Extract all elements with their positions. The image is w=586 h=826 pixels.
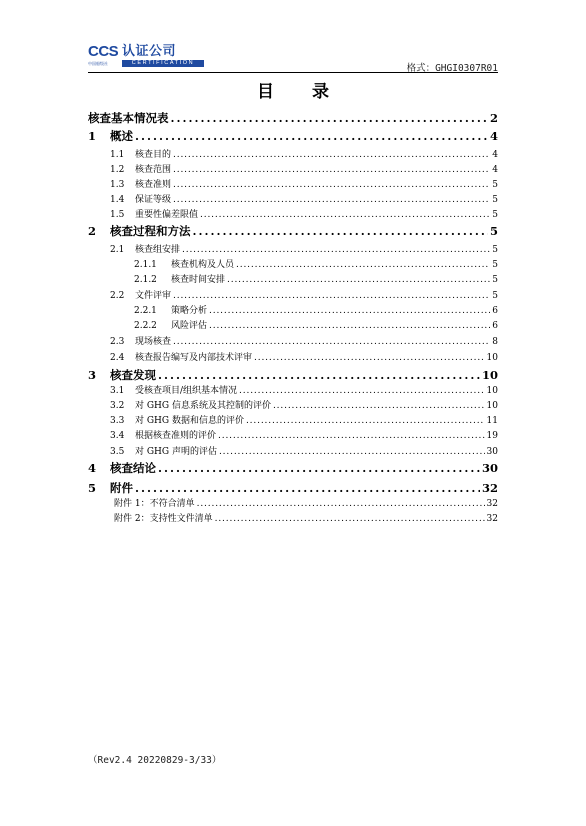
toc-entry[interactable]	[110, 428, 498, 441]
toc-leader-dots	[197, 499, 485, 509]
toc-leader-dots	[209, 321, 490, 331]
toc-entry-number: 1	[88, 129, 97, 143]
toc-entry-number: 1.4	[110, 195, 125, 205]
toc-entry[interactable]	[110, 350, 498, 363]
toc-entry-page: 5	[492, 260, 498, 270]
toc-entry-title: 保证等级	[135, 195, 172, 205]
toc-entry[interactable]	[114, 511, 498, 524]
toc-entry-number: 2	[88, 224, 97, 238]
toc-entry-title: 重要性偏差限值	[135, 210, 199, 220]
toc-entry-title: 核查基本情况表	[88, 111, 169, 125]
toc-entry-page: 5	[492, 291, 498, 301]
toc-entry-title: 受核查项目/组织基本情况	[135, 386, 238, 396]
toc-entry-number: 2.1.1	[134, 260, 157, 270]
toc-entry-number: 1.1	[110, 150, 125, 160]
toc-leader-dots	[239, 386, 485, 396]
toc-entry-page: 8	[492, 337, 498, 347]
toc-entry[interactable]	[110, 192, 498, 205]
toc-entry-title: 对 GHG 信息系统及其控制的评价	[135, 401, 271, 411]
toc-entry-title: 核查准则	[135, 180, 172, 190]
toc-entry-page: 10	[486, 353, 498, 363]
toc-entry-title: 核查范围	[135, 165, 172, 175]
toc-entry-title: 策略分析	[171, 306, 208, 316]
toc-leader-dots	[200, 210, 490, 220]
toc-entry[interactable]	[88, 110, 498, 126]
toc-entry-number: 2.2	[110, 291, 125, 301]
toc-entry-page: 5	[492, 195, 498, 205]
toc-entry-title: 核查过程和方法	[110, 224, 191, 238]
toc-leader-dots	[273, 401, 485, 411]
toc-entry-page: 5	[492, 245, 498, 255]
toc-leader-dots	[173, 180, 490, 190]
toc-entry[interactable]	[110, 413, 498, 426]
toc-entry[interactable]	[110, 207, 498, 220]
toc-entry-number: 3	[88, 368, 97, 382]
toc-entry[interactable]	[134, 272, 498, 285]
toc-leader-dots	[158, 461, 480, 475]
toc-entry-page: 5	[489, 224, 498, 238]
toc-entry-page: 5	[492, 210, 498, 220]
toc-leader-dots	[219, 447, 485, 457]
toc-entry-title: 核查机构及人员	[171, 260, 235, 270]
toc-entry-title: 核查目的	[135, 150, 172, 160]
toc-leader-dots	[135, 129, 488, 143]
toc-leader-dots	[173, 165, 490, 175]
toc-leader-dots	[246, 416, 485, 426]
toc-entry-page: 32	[486, 514, 498, 524]
toc-entry-page: 6	[492, 306, 498, 316]
toc-entry[interactable]	[110, 383, 498, 396]
toc-entry-page: 5	[492, 275, 498, 285]
toc-leader-dots	[218, 431, 485, 441]
toc-entry-title: 现场核查	[135, 337, 172, 347]
toc-leader-dots	[173, 291, 490, 301]
toc-entry[interactable]	[134, 318, 498, 331]
footer-revision: （Rev2.4 20220829-3/33）	[88, 755, 222, 766]
toc-entry[interactable]	[110, 162, 498, 175]
toc-entry-title: 附件 2：支持性文件清单	[114, 514, 213, 524]
toc-leader-dots	[236, 260, 490, 270]
toc-entry-title: 风险评估	[171, 321, 208, 331]
toc-entry-page: 5	[492, 180, 498, 190]
toc-entry-page: 4	[492, 150, 498, 160]
page-title: 目 录	[257, 82, 345, 102]
toc-entry-page: 30	[486, 447, 498, 457]
toc-entry-number: 3.3	[110, 416, 125, 426]
toc-entry-number: 4	[88, 461, 97, 475]
toc-entry-page: 10	[486, 386, 498, 396]
toc-entry[interactable]	[110, 444, 498, 457]
toc-entry-title: 根据核查准则的评价	[135, 431, 217, 441]
toc-leader-dots	[254, 353, 485, 363]
toc-entry-title: 附件	[110, 481, 133, 495]
toc-entry-page: 32	[486, 499, 498, 509]
toc-entry-page: 4	[492, 165, 498, 175]
toc-entry-number: 3.1	[110, 386, 125, 396]
toc-entry-number: 1.3	[110, 180, 125, 190]
toc-entry-page: 11	[486, 416, 498, 426]
toc-leader-dots	[227, 275, 490, 285]
toc-entry[interactable]	[88, 223, 498, 239]
toc-entry-title: 对 GHG 数据和信息的评价	[135, 416, 244, 426]
toc-leader-dots	[215, 514, 485, 524]
toc-entry[interactable]	[88, 367, 498, 383]
logo-chinese-name: 认证公司	[122, 44, 177, 59]
logo-small-text: 中国船级社	[88, 61, 108, 66]
toc-entry-title: 对 GHG 声明的评估	[135, 447, 217, 457]
toc-entry[interactable]	[110, 242, 498, 255]
toc-entry-number: 1.5	[110, 210, 125, 220]
toc-entry-page: 4	[489, 129, 498, 143]
toc-leader-dots	[173, 337, 490, 347]
toc-entry-number: 2.2.1	[134, 306, 157, 316]
toc-entry-title: 附件 1：不符合清单	[114, 499, 195, 509]
toc-entry-number: 3.5	[110, 447, 125, 457]
toc-leader-dots	[158, 368, 480, 382]
toc-leader-dots	[209, 306, 490, 316]
toc-entry-number: 1.2	[110, 165, 125, 175]
toc-entry-page: 6	[492, 321, 498, 331]
toc-entry-page: 30	[481, 461, 498, 475]
toc-entry[interactable]	[88, 128, 498, 144]
toc-entry-title: 核查发现	[110, 368, 156, 382]
toc-entry-title: 核查组安排	[135, 245, 181, 255]
toc-entry-title: 核查结论	[110, 461, 156, 475]
toc-entry[interactable]	[110, 334, 498, 347]
toc-entry-number: 2.4	[110, 353, 125, 363]
toc-entry-page: 10	[481, 368, 498, 382]
toc-entry-page: 10	[486, 401, 498, 411]
format-code: 格式：GHGI0307R01	[406, 63, 498, 74]
toc-entry[interactable]	[114, 496, 498, 509]
toc-entry[interactable]	[110, 147, 498, 160]
toc-entry-number: 2.2.2	[134, 321, 157, 331]
toc-entry[interactable]	[88, 480, 498, 496]
toc-leader-dots	[182, 245, 490, 255]
toc-entry[interactable]	[134, 257, 498, 270]
toc-leader-dots	[173, 150, 490, 160]
toc-entry-number: 3.2	[110, 401, 125, 411]
toc-leader-dots	[173, 195, 490, 205]
toc-entry-title: 核查时间安排	[171, 275, 226, 285]
toc-entry-title: 核查报告编写及内部技术评审	[135, 353, 253, 363]
toc-entry[interactable]	[88, 460, 498, 476]
toc-entry-number: 2.1	[110, 245, 125, 255]
toc-entry[interactable]	[110, 177, 498, 190]
toc-entry[interactable]	[110, 398, 498, 411]
toc-leader-dots	[193, 224, 488, 238]
toc-entry-page: 19	[486, 431, 498, 441]
toc-entry-number: 2.3	[110, 337, 125, 347]
toc-entry-title: 文件评审	[135, 291, 172, 301]
logo-mark: CCS	[88, 43, 119, 60]
toc-entry-number: 3.4	[110, 431, 125, 441]
toc-leader-dots	[171, 111, 488, 125]
toc-entry-number: 2.1.2	[134, 275, 157, 285]
logo-certification-band: CERTIFICATION	[122, 60, 204, 67]
toc-entry-page: 32	[481, 481, 498, 495]
toc-entry-title: 概述	[110, 129, 133, 143]
toc-entry[interactable]	[110, 288, 498, 301]
toc-entry[interactable]	[134, 303, 498, 316]
toc-leader-dots	[135, 481, 480, 495]
header-divider	[88, 72, 498, 73]
ccs-logo	[88, 44, 206, 70]
toc-entry-number: 5	[88, 481, 97, 495]
toc-entry-page: 2	[489, 111, 498, 125]
